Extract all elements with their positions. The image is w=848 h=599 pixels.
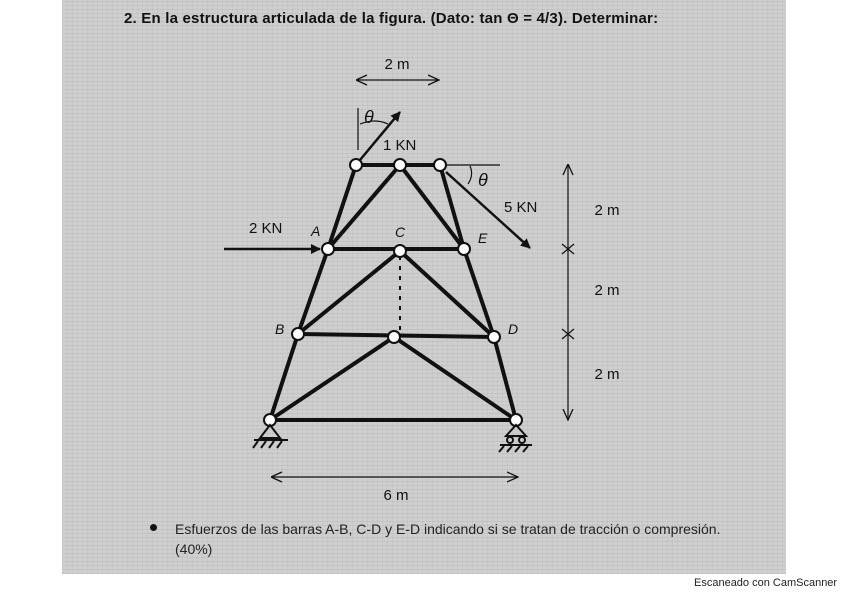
- dim-label-top: 2 m: [384, 56, 410, 73]
- node-label-C: C: [395, 224, 406, 240]
- dim-label-right-1: 2 m: [594, 202, 620, 219]
- joint-D: [488, 331, 500, 343]
- truss-joints: [264, 159, 522, 426]
- question-text: Esfuerzos de las barras A-B, C-D y E-D indicando si se tratan de tracción o compresión. (40%): [175, 521, 721, 557]
- scanner-watermark: Escaneado con CamScanner: [694, 577, 838, 589]
- angle-arc-right: [468, 166, 472, 184]
- load-label-1kn: 1 KN: [383, 137, 417, 154]
- load-label-2kn: 2 KN: [249, 220, 283, 237]
- load-label-5kn: 5 KN: [504, 199, 538, 216]
- dim-label-right-2: 2 m: [594, 282, 620, 299]
- joint-mid-lower: [388, 331, 400, 343]
- node-label-A: A: [311, 223, 321, 239]
- node-label-D: D: [508, 321, 519, 337]
- node-label-E: E: [478, 230, 488, 246]
- dim-label-right-3: 2 m: [594, 366, 620, 383]
- pin-support-left: [253, 425, 288, 448]
- bullet-point: [150, 524, 157, 531]
- member-left-top: [328, 165, 356, 249]
- joint-top-right: [434, 159, 446, 171]
- joint-top-left: [350, 159, 362, 171]
- member-top-left-diag: [328, 165, 400, 249]
- joint-top-mid: [394, 159, 406, 171]
- node-label-B: B: [275, 321, 285, 337]
- problem-title: 2. En la estructura articulada de la figura. (Dato: tan Θ = 4/3). Determinar:: [124, 10, 659, 27]
- member-bottom-left-diag: [270, 337, 394, 420]
- joint-E: [458, 243, 470, 255]
- angle-label-right: θ: [478, 170, 488, 190]
- joint-A: [322, 243, 334, 255]
- member-left-bottom: [270, 334, 298, 420]
- roller-support-right: [499, 425, 532, 452]
- joint-B: [292, 328, 304, 340]
- member-top-right-diag: [400, 165, 464, 249]
- angle-label-top: θ: [364, 107, 374, 127]
- dim-label-bottom: 6 m: [383, 487, 409, 504]
- joint-C: [394, 245, 406, 257]
